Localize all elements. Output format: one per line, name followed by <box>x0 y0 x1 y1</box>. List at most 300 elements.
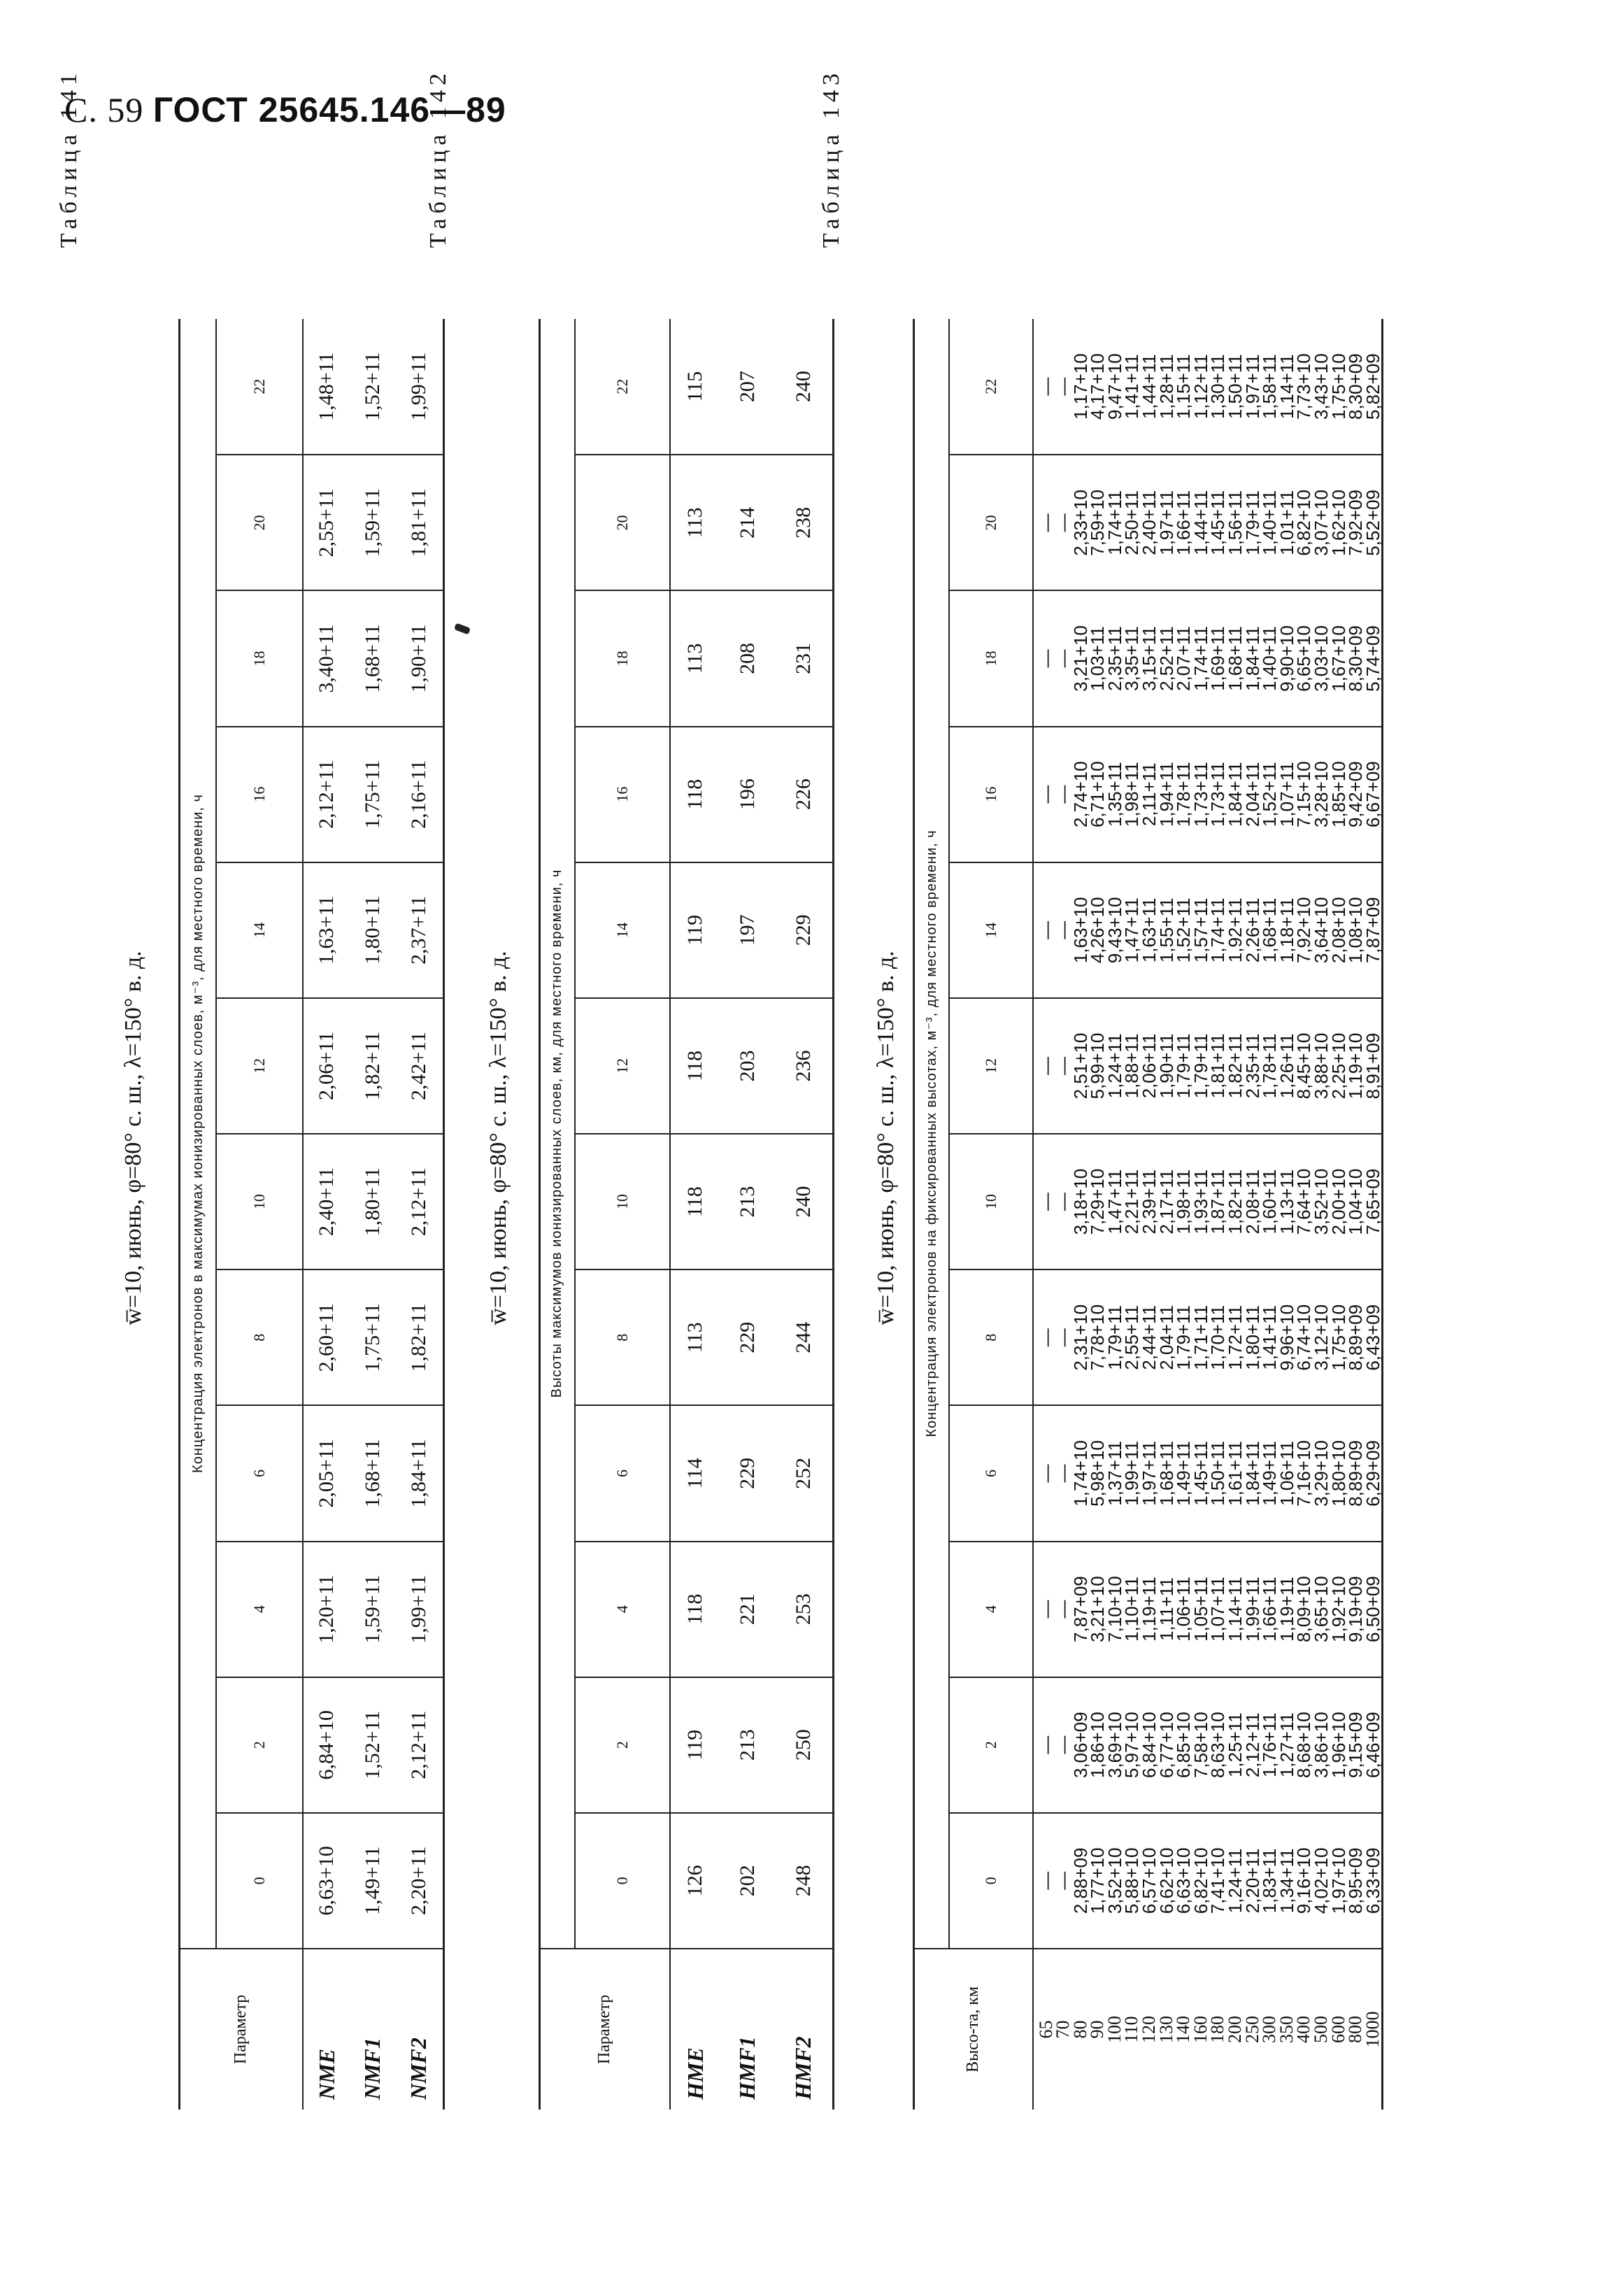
time-header-2: 2 <box>216 1677 303 1813</box>
table-cell: 1,12+11 <box>1190 354 1211 420</box>
time-header-0: 0 <box>575 1813 670 1949</box>
table-cell: 1,40+11 <box>1259 626 1281 691</box>
table-cell: 213 <box>720 1134 775 1269</box>
table-cell: 1,49+11 <box>350 1813 395 1949</box>
table-cell: 1,44+11 <box>1190 490 1211 555</box>
table-cell: 1,79+11 <box>1190 1033 1211 1099</box>
table-cell: 6,84+10 <box>1139 1712 1160 1779</box>
table-cell: 1,81+11 <box>395 455 444 590</box>
table-cell: 2,40+11 <box>1139 490 1160 555</box>
table-cell: 3,35+11 <box>1121 626 1143 691</box>
time-column-4 <box>1033 1542 1383 1677</box>
table-cell: 2,26+11 <box>1241 897 1263 963</box>
altitude-value: 180 <box>1207 2016 1228 2043</box>
table-cell: 2,55+11 <box>303 455 350 590</box>
table-cell: 2,37+11 <box>395 862 444 998</box>
table-cell: 5,82+09 <box>1362 353 1383 420</box>
table-cell: 1,28+11 <box>1155 354 1177 420</box>
time-column-14 <box>1033 862 1383 998</box>
table-cell: 2,12+11 <box>303 727 350 862</box>
table-cell: 1,79+11 <box>1173 1033 1195 1099</box>
table-cell: — <box>1035 1056 1057 1075</box>
table-cell: 2,74+10 <box>1069 761 1091 828</box>
table-cell: — <box>1053 1600 1074 1619</box>
time-header-20: 20 <box>949 455 1033 590</box>
table-cell: 6,77+10 <box>1155 1712 1177 1779</box>
table-cell: — <box>1035 377 1057 396</box>
table-cell: 207 <box>720 319 775 455</box>
table-cell: 203 <box>720 998 775 1134</box>
table-cell: 1,60+11 <box>1259 1169 1281 1235</box>
table-cell: 8,95+09 <box>1345 1847 1367 1914</box>
time-header-2: 2 <box>949 1677 1033 1813</box>
table-cell: 1,97+11 <box>1155 490 1177 555</box>
table-cell: — <box>1035 1600 1057 1619</box>
table-cell: 1,72+11 <box>1225 1304 1246 1370</box>
table-cell: 6,82+10 <box>1293 490 1315 556</box>
table-row <box>1033 319 1383 2110</box>
table-cell: 1,25+11 <box>1225 1712 1246 1778</box>
table-cell: 1,82+11 <box>350 998 395 1134</box>
table-cell: 1,97+11 <box>1241 354 1263 420</box>
table-cell: 2,88+09 <box>1069 1847 1091 1914</box>
table-cell: 118 <box>670 998 720 1134</box>
time-column-16 <box>1033 727 1383 862</box>
table-cell: 1,66+11 <box>1259 1577 1281 1642</box>
time-header-0: 0 <box>216 1813 303 1949</box>
table-cell: 2,08+11 <box>1241 1169 1263 1235</box>
table-cell: 250 <box>775 1677 834 1813</box>
table-cell: 1,68+11 <box>1225 626 1246 691</box>
table-cell: 2,17+11 <box>1155 1169 1177 1235</box>
table-cell: 1,74+11 <box>1104 490 1125 555</box>
time-header-14: 14 <box>216 862 303 998</box>
table-cell: 6,50+09 <box>1362 1576 1383 1642</box>
table-cell: 8,30+09 <box>1345 353 1367 420</box>
table-cell: 2,39+11 <box>1139 1169 1160 1235</box>
table-cell: 1,63+11 <box>1139 897 1160 963</box>
table-cell: 1,30+11 <box>1207 354 1229 420</box>
table-cell: 115 <box>670 319 720 455</box>
table-cell: 1,68+11 <box>350 590 395 726</box>
table-cell: 1,52+11 <box>1259 762 1281 827</box>
table-cell: 1,99+11 <box>395 1542 444 1677</box>
table-cell: 1,50+11 <box>1225 354 1246 420</box>
table-cell: 1,74+11 <box>1207 897 1229 963</box>
table-cell: 196 <box>720 727 775 862</box>
table-cell: 2,40+11 <box>303 1134 350 1269</box>
time-column-0 <box>1033 1813 1383 1949</box>
table-cell: 248 <box>775 1813 834 1949</box>
table-cell: 2,51+10 <box>1069 1032 1091 1100</box>
table-cell: 9,47+10 <box>1104 353 1125 420</box>
table-cell: 202 <box>720 1813 775 1949</box>
time-header-6: 6 <box>575 1405 670 1541</box>
table-cell: 1,52+11 <box>350 319 395 455</box>
row-param-hme: HME <box>682 2047 708 2100</box>
table-cell: 1,26+11 <box>1276 1033 1297 1099</box>
table-cell: 2,60+11 <box>303 1269 350 1405</box>
table-cell: 1,52+11 <box>1173 897 1195 963</box>
table-cell: 1,98+11 <box>1173 1169 1195 1235</box>
time-column-22 <box>1033 319 1383 455</box>
altitude-value: 160 <box>1190 2016 1211 2043</box>
table-cell: 3,28+10 <box>1311 761 1332 828</box>
table-cell: 1,82+11 <box>1225 1033 1246 1099</box>
table-cell: 8,89+09 <box>1345 1304 1367 1371</box>
table-cell: 118 <box>670 1134 720 1269</box>
table-cell: 197 <box>720 862 775 998</box>
table-cell: 1,88+11 <box>1121 1033 1143 1099</box>
table-cell: 1,37+11 <box>1104 1441 1125 1506</box>
time-header-14: 14 <box>949 862 1033 998</box>
table-cell: 1,73+11 <box>1207 762 1229 827</box>
table-cell: 7,65+09 <box>1362 1168 1383 1235</box>
table-cell: 9,96+10 <box>1276 1304 1297 1371</box>
table-cell: — <box>1053 649 1074 668</box>
table-cell: 6,29+09 <box>1362 1440 1383 1507</box>
table-cell: 1,78+11 <box>1173 762 1195 827</box>
time-header-16: 16 <box>949 727 1033 862</box>
table-cell: 1,27+11 <box>1276 1712 1297 1778</box>
table-cell: 126 <box>670 1813 720 1949</box>
table-cell: 2,50+11 <box>1121 490 1143 555</box>
time-header-0: 0 <box>949 1813 1033 1949</box>
altitude-value: 300 <box>1259 2016 1280 2043</box>
altitude-value: 200 <box>1225 2016 1246 2043</box>
time-header-4: 4 <box>575 1542 670 1677</box>
table-cell: 2,35+11 <box>1104 626 1125 691</box>
table-cell: 1,66+11 <box>1173 490 1195 555</box>
time-header-12: 12 <box>949 998 1033 1134</box>
table-cell: — <box>1035 1871 1057 1890</box>
table-cell: 119 <box>670 1677 720 1813</box>
table-row <box>395 319 444 2110</box>
table-cell: 113 <box>670 455 720 590</box>
altitude-value: 800 <box>1345 2016 1366 2043</box>
table-cell: 2,05+11 <box>303 1405 350 1541</box>
table-cell: 2,11+11 <box>1139 762 1160 827</box>
table-cell: 7,29+10 <box>1087 1168 1109 1235</box>
param-header: Параметр <box>540 1949 670 2110</box>
altitude-value: 120 <box>1139 2016 1160 2043</box>
table-cell: 1,99+11 <box>395 319 444 455</box>
table-cell: 8,68+10 <box>1293 1712 1315 1779</box>
table-cell: 1,81+11 <box>1207 1033 1229 1099</box>
table-row <box>775 319 834 2110</box>
table-cell: 1,14+11 <box>1225 1577 1246 1642</box>
time-column-12 <box>1033 998 1383 1134</box>
table-cell: — <box>1035 1735 1057 1754</box>
table-cell: — <box>1035 1464 1057 1483</box>
table-cell: 1,35+11 <box>1104 762 1125 827</box>
altitude-value: 350 <box>1276 2016 1297 2043</box>
table-cell: 7,16+10 <box>1293 1440 1315 1507</box>
table-cell: 1,73+11 <box>1190 762 1211 827</box>
table-cell: 3,86+10 <box>1311 1712 1332 1779</box>
time-header-6: 6 <box>949 1405 1033 1541</box>
table-cell: 3,40+11 <box>303 590 350 726</box>
time-header-2: 2 <box>575 1677 670 1813</box>
table-cell: 8,89+09 <box>1345 1440 1367 1507</box>
table-row <box>670 319 720 2110</box>
altitude-value: 600 <box>1327 2016 1348 2043</box>
table-cell: 1,49+11 <box>1173 1441 1195 1506</box>
table-cell: 1,90+11 <box>395 590 444 726</box>
table-cell: 221 <box>720 1542 775 1677</box>
time-header-16: 16 <box>216 727 303 862</box>
altitude-header: Высо-та, км <box>914 1949 1033 2110</box>
table-cell: 3,07+10 <box>1311 490 1332 556</box>
time-column-10 <box>1033 1134 1383 1269</box>
table-cell: 3,21+10 <box>1069 625 1091 692</box>
table-cell: 1,75+10 <box>1327 1304 1349 1371</box>
table-cell: 2,04+11 <box>1241 762 1263 827</box>
table-cell: 2,52+11 <box>1155 626 1177 691</box>
table-cell: 7,92+09 <box>1345 490 1367 556</box>
table-cell: 1,07+11 <box>1276 762 1297 827</box>
altitude-value: 70 <box>1053 2020 1074 2039</box>
table-cell: — <box>1053 1464 1074 1483</box>
table-cell: — <box>1035 649 1057 668</box>
table-cell: 9,15+09 <box>1345 1712 1367 1779</box>
table-cell: 1,71+11 <box>1190 1304 1211 1370</box>
table-cell: 7,41+10 <box>1207 1847 1229 1914</box>
table-cell: 238 <box>775 455 834 590</box>
table-cell: 1,78+11 <box>1259 1033 1281 1099</box>
table-cell: 7,87+09 <box>1069 1576 1091 1642</box>
table-cell: 2,20+11 <box>395 1813 444 1949</box>
table-cell: 2,06+11 <box>1139 1033 1160 1099</box>
table-cell: 1,69+11 <box>1207 626 1229 691</box>
time-column-20 <box>1033 455 1383 590</box>
table-cell: 1,92+11 <box>1225 897 1246 963</box>
table-cell: 2,31+10 <box>1069 1304 1091 1371</box>
table-cell: 1,68+11 <box>1259 897 1281 963</box>
table-cell: 1,61+11 <box>1225 1441 1246 1506</box>
table-cell: 231 <box>775 590 834 726</box>
time-header-18: 18 <box>216 590 303 726</box>
table-cell: 1,41+11 <box>1259 1304 1281 1370</box>
table-cell: 1,59+11 <box>350 1542 395 1677</box>
table-cell: 1,45+11 <box>1190 1441 1211 1506</box>
table-cell: — <box>1053 513 1074 532</box>
table-cell: — <box>1053 785 1074 804</box>
table-cell: 1,82+11 <box>395 1269 444 1405</box>
time-header-8: 8 <box>949 1269 1033 1405</box>
table-cell: 2,35+11 <box>1241 1033 1263 1099</box>
table-cell: 2,12+11 <box>1241 1712 1263 1778</box>
table-cell: 4,17+10 <box>1087 353 1109 420</box>
table-cell: 1,75+11 <box>350 727 395 862</box>
table-cell: 1,97+11 <box>1139 1441 1160 1506</box>
time-header-row <box>216 319 303 2110</box>
table-cell: 7,73+10 <box>1293 353 1315 420</box>
table-cell: 1,62+10 <box>1327 490 1349 556</box>
table-cell: 9,43+10 <box>1104 897 1125 964</box>
table-cell: 1,98+11 <box>1121 762 1143 827</box>
table-cell: 2,55+11 <box>1121 1304 1143 1370</box>
table-141 <box>178 319 445 2110</box>
table-cell: 1,92+10 <box>1327 1576 1349 1642</box>
time-header-12: 12 <box>216 998 303 1134</box>
table-cell: 1,14+11 <box>1276 354 1297 420</box>
row-param-nme: NME <box>313 2049 339 2100</box>
altitude-value: 400 <box>1293 2016 1314 2043</box>
table-cell: 1,84+11 <box>1241 626 1263 691</box>
table-cell: 1,76+11 <box>1259 1712 1281 1778</box>
table-cell: 1,04+10 <box>1345 1168 1367 1235</box>
table-cell: 6,74+10 <box>1293 1304 1315 1371</box>
table-cell: 6,67+09 <box>1362 761 1383 828</box>
table-row <box>303 319 350 2110</box>
table-cell: 8,09+10 <box>1293 1576 1315 1642</box>
ink-mark <box>454 623 471 635</box>
table-cell: — <box>1053 377 1074 396</box>
table-141-number: Таблица 141 <box>56 69 82 248</box>
table-cell: 1,90+11 <box>1155 1033 1177 1099</box>
table-cell: 2,44+11 <box>1139 1304 1160 1370</box>
table-cell: 1,94+11 <box>1155 762 1177 827</box>
table-cell: 244 <box>775 1269 834 1405</box>
table-cell: 1,01+11 <box>1276 490 1297 555</box>
table-cell: 5,99+10 <box>1087 1032 1109 1100</box>
table-cell: 1,68+11 <box>1155 1441 1177 1506</box>
table-cell: 5,74+09 <box>1362 625 1383 692</box>
table-cell: 5,97+10 <box>1121 1712 1143 1779</box>
row-param-hmf2: HMF2 <box>775 1949 834 2110</box>
table-cell: 6,63+10 <box>1173 1847 1195 1914</box>
table-cell: 3,03+10 <box>1311 625 1332 692</box>
table-cell: — <box>1053 920 1074 939</box>
table-cell: 229 <box>720 1269 775 1405</box>
table-cell: 7,10+10 <box>1104 1576 1125 1642</box>
table-cell: 1,11+11 <box>1155 1577 1177 1642</box>
table-cell: 7,87+09 <box>1362 897 1383 964</box>
table-cell: 8,45+10 <box>1293 1032 1315 1100</box>
table-cell: 113 <box>670 590 720 726</box>
table-cell: 1,52+11 <box>350 1677 395 1813</box>
table-cell: 1,68+11 <box>350 1405 395 1541</box>
table-cell: 7,64+10 <box>1293 1168 1315 1235</box>
table-cell: 2,08+10 <box>1327 897 1349 964</box>
altitude-value: 65 <box>1035 2020 1056 2039</box>
table-cell: 1,70+11 <box>1207 1304 1229 1370</box>
table-cell: 6,62+10 <box>1155 1847 1177 1914</box>
altitude-value: 100 <box>1104 2016 1125 2043</box>
span-header: Высоты максимумов ионизированных слоев, км, для местного времени, ч <box>540 319 575 1949</box>
time-header-8: 8 <box>575 1269 670 1405</box>
table-cell: 2,25+10 <box>1327 1032 1349 1100</box>
table-cell: 1,84+11 <box>1241 1441 1263 1506</box>
table-cell: 253 <box>775 1542 834 1677</box>
table-cell: 214 <box>720 455 775 590</box>
table-cell: 7,15+10 <box>1293 761 1315 828</box>
table-cell: 6,84+10 <box>303 1677 350 1813</box>
table-cell: 1,17+10 <box>1069 353 1091 420</box>
table-cell: 1,06+11 <box>1276 1441 1297 1506</box>
time-header-row <box>949 319 1033 2110</box>
table-cell: 1,08+10 <box>1345 897 1367 964</box>
table-142-number: Таблица 142 <box>425 69 451 248</box>
table-cell: 240 <box>775 319 834 455</box>
table-cell: 1,75+10 <box>1327 353 1349 420</box>
time-header-10: 10 <box>575 1134 670 1269</box>
table-cell: 1,85+10 <box>1327 761 1349 828</box>
altitude-value: 1000 <box>1362 2011 1383 2048</box>
table-cell: 1,49+11 <box>1259 1441 1281 1506</box>
table-cell: 1,99+11 <box>1121 1441 1143 1506</box>
time-header-4: 4 <box>949 1542 1033 1677</box>
time-header-22: 22 <box>949 319 1033 455</box>
table-cell: 2,12+11 <box>395 1134 444 1269</box>
table-cell: 9,19+09 <box>1345 1576 1367 1642</box>
table-cell: 2,33+10 <box>1069 490 1091 556</box>
table-cell: 6,63+10 <box>303 1813 350 1949</box>
table-cell: 9,90+10 <box>1276 625 1297 692</box>
table-row <box>720 319 775 2110</box>
time-header-12: 12 <box>575 998 670 1134</box>
table-cell: 2,04+11 <box>1155 1304 1177 1370</box>
time-column-8 <box>1033 1269 1383 1405</box>
table-cell: 2,12+11 <box>395 1677 444 1813</box>
table-cell: 1,13+11 <box>1276 1169 1297 1235</box>
table-cell: 1,63+11 <box>303 862 350 998</box>
table-cell: — <box>1053 1871 1074 1890</box>
table-cell: 1,87+11 <box>1207 1169 1229 1235</box>
table-cell: 1,82+11 <box>1225 1169 1246 1235</box>
table-cell: 1,20+11 <box>303 1542 350 1677</box>
table-cell: 3,15+11 <box>1139 626 1160 691</box>
table-cell: 2,07+11 <box>1173 626 1195 691</box>
table-cell: 1,55+11 <box>1155 897 1177 963</box>
table-cell: 1,44+11 <box>1139 354 1160 420</box>
param-header: Параметр <box>180 1949 303 2110</box>
time-header-row <box>575 319 670 2110</box>
time-column-18 <box>1033 590 1383 726</box>
table-cell: 213 <box>720 1677 775 1813</box>
altitude-value: 500 <box>1311 2016 1331 2043</box>
table-cell: 8,30+09 <box>1345 625 1367 692</box>
table-cell: 5,98+10 <box>1087 1440 1109 1507</box>
table-cell: 3,88+10 <box>1311 1032 1332 1100</box>
table-row <box>350 319 395 2110</box>
table-cell: 113 <box>670 1269 720 1405</box>
span-header: Концентрация электронов на фиксированных высотах, м⁻³, для местного времени, ч <box>914 319 949 1949</box>
table-cell: 118 <box>670 1542 720 1677</box>
table-cell: 1,74+10 <box>1069 1440 1091 1507</box>
table-cell: 7,59+10 <box>1087 490 1109 556</box>
time-column-2 <box>1033 1677 1383 1813</box>
table-cell: 1,99+11 <box>1241 1577 1263 1642</box>
table-cell: 1,24+11 <box>1104 1033 1125 1099</box>
table-cell: 1,80+11 <box>350 862 395 998</box>
table-143-title: w̅=10, июнь, φ=80° с. ш., λ=150° в. д. <box>873 951 899 1325</box>
table-cell: 1,93+11 <box>1190 1169 1211 1235</box>
table-cell: 2,20+11 <box>1241 1848 1263 1914</box>
table-cell: 1,79+11 <box>1104 1304 1125 1370</box>
row-param-hmf1: HMF1 <box>734 2036 760 2100</box>
table-143-number: Таблица 143 <box>818 69 844 248</box>
table-cell: 1,50+11 <box>1207 1441 1229 1506</box>
table-cell: 1,97+10 <box>1327 1847 1349 1914</box>
time-header-18: 18 <box>949 590 1033 726</box>
table-cell: 1,06+11 <box>1173 1577 1195 1642</box>
time-header-10: 10 <box>216 1134 303 1269</box>
table-cell: 1,15+11 <box>1173 354 1195 420</box>
table-cell: — <box>1035 785 1057 804</box>
table-cell: 3,69+10 <box>1104 1712 1125 1779</box>
